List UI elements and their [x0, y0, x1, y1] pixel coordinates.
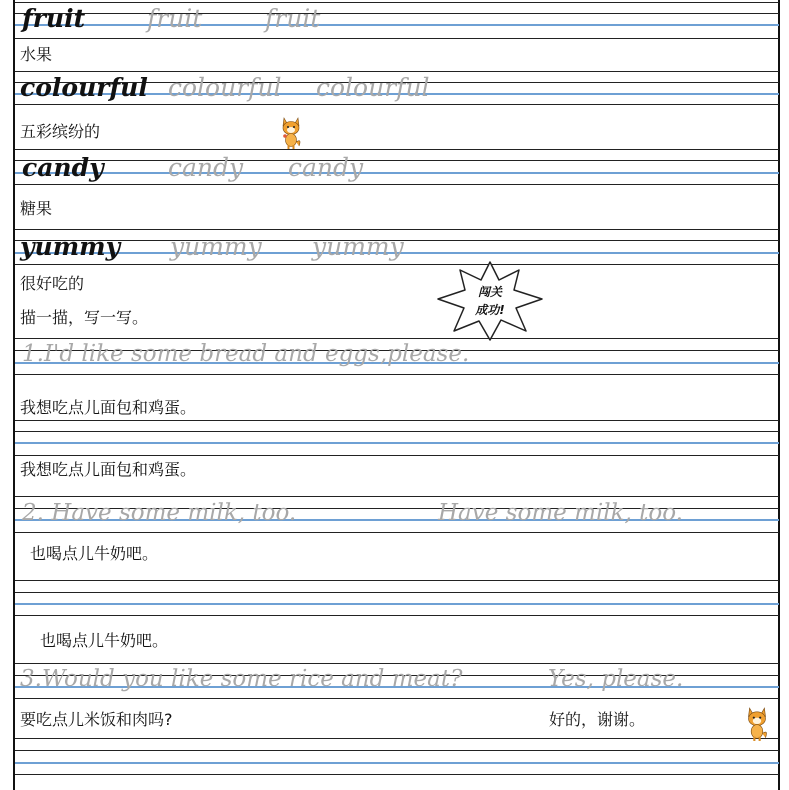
guide-line [15, 603, 779, 605]
left-border [13, 0, 15, 790]
trace-sentence: Have some milk, too. [438, 500, 683, 526]
sentence-meaning: 我想吃点儿面包和鸡蛋。 [20, 398, 197, 417]
sentence-meaning: 也喝点儿牛奶吧。 [30, 544, 159, 563]
trace-word: fruit [147, 4, 203, 33]
rule-line [15, 431, 779, 432]
rule-line [15, 580, 779, 581]
guide-line [15, 442, 779, 444]
starburst-badge [435, 260, 545, 342]
rule-line [15, 149, 779, 150]
trace-word: colourful [168, 73, 282, 102]
rule-line [15, 104, 779, 105]
fox-mascot-icon [279, 116, 303, 150]
vocab-meaning: 水果 [20, 45, 53, 64]
sentence-meaning: 好的，谢谢。 [549, 710, 646, 729]
rule-line [15, 184, 779, 185]
rule-line [15, 496, 779, 497]
rule-line [15, 698, 779, 699]
sentence-meaning: 要吃点儿米饭和肉吗? [20, 710, 173, 729]
trace-word: yummy [312, 232, 404, 261]
vocab-meaning: 糖果 [20, 199, 53, 218]
badge-text-line2: 成功! [475, 303, 505, 317]
starburst-badge-icon [435, 260, 545, 342]
rule-line [15, 455, 779, 456]
trace-word: yummy [170, 232, 262, 261]
vocab-word: yummy [20, 232, 121, 261]
trace-word: colourful [316, 73, 430, 102]
trace-word: fruit [265, 4, 321, 33]
rule-line [15, 38, 779, 39]
vocab-meaning: 很好吃的 [20, 274, 85, 293]
rule-line [15, 374, 779, 375]
right-border [778, 0, 780, 790]
rule-line [15, 663, 779, 664]
sentence-meaning: 我想吃点儿面包和鸡蛋。 [20, 460, 197, 479]
trace-word: candy [288, 153, 364, 182]
trace-sentence: 3.Would you like some rice and meat? [20, 666, 463, 692]
rule-line [15, 738, 779, 739]
vocab-meaning: 五彩缤纷的 [20, 122, 101, 141]
rule-line [15, 338, 779, 339]
vocab-word: candy [22, 153, 104, 182]
rule-line [15, 2, 779, 3]
guide-line [15, 762, 779, 764]
rule-line [15, 615, 779, 616]
trace-sentence: 2. Have some milk, too. [22, 500, 297, 526]
guide-line [15, 24, 779, 26]
vocab-word: fruit [22, 4, 86, 33]
rule-line [15, 750, 779, 751]
guide-line [15, 172, 779, 174]
fox-mascot-icon [744, 706, 770, 742]
rule-line [15, 592, 779, 593]
badge-text-line1: 闯关 [477, 285, 502, 299]
trace-sentence: 1.I'd like some bread and eggs,please. [22, 341, 470, 367]
vocab-word: colourful [20, 73, 148, 102]
trace-sentence: Yes, please. [548, 666, 684, 692]
rule-line [15, 420, 779, 421]
trace-word: candy [168, 153, 244, 182]
instruction: 描一描，写一写。 [20, 308, 149, 327]
rule-line [15, 13, 779, 14]
rule-line [15, 71, 779, 72]
rule-line [15, 229, 779, 230]
rule-line [15, 774, 779, 775]
rule-line [15, 532, 779, 533]
sentence-meaning: 也喝点儿牛奶吧。 [40, 631, 169, 650]
rule-line [15, 160, 779, 161]
rule-line [15, 264, 779, 265]
